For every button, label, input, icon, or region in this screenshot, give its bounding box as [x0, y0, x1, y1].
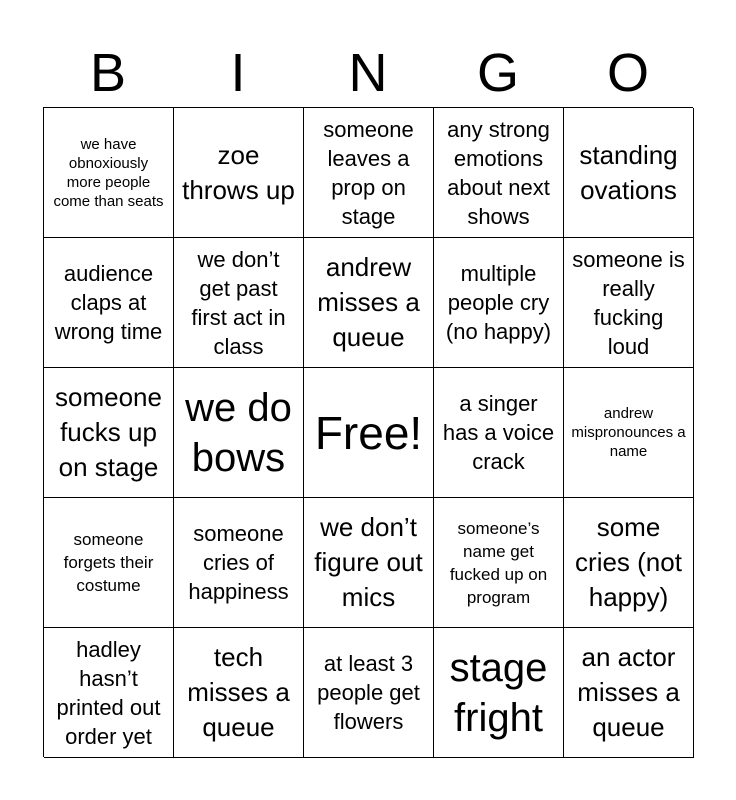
header-letter-g: G	[476, 43, 519, 103]
cell-text: tech misses a queue	[187, 642, 290, 742]
cell-text: we don’t get past first act in class	[191, 246, 286, 359]
bingo-cell[interactable]	[564, 108, 694, 238]
cell-text: a singer has a voice crack	[442, 391, 555, 474]
cell-text: someone fucks up on stage	[55, 382, 162, 482]
cell-text: some cries (not happy)	[575, 512, 682, 612]
cell-text: someone forgets their costume	[63, 530, 154, 595]
cell-text: we have obnoxiously more people come than seats	[53, 135, 164, 210]
cell-text: zoe throws up	[182, 139, 295, 205]
bingo-cell[interactable]	[44, 108, 174, 238]
cell-text: hadley hasn’t printed out order yet	[56, 636, 161, 749]
header-letter-n: N	[348, 43, 388, 103]
cell-text: stage fright	[449, 645, 548, 740]
bingo-cell[interactable]	[174, 238, 304, 368]
bingo-cell[interactable]	[304, 108, 434, 238]
cell-text: at least 3 people get flowers	[317, 651, 420, 734]
free-space-text: Free!	[314, 406, 423, 459]
bingo-cell[interactable]	[564, 628, 694, 758]
bingo-cell[interactable]	[304, 238, 434, 368]
bingo-cell[interactable]	[564, 498, 694, 628]
cell-text: audience claps at wrong time	[54, 261, 163, 344]
cell-text: standing ovations	[579, 139, 678, 205]
bingo-cell[interactable]	[434, 108, 564, 238]
bingo-cell[interactable]	[304, 498, 434, 628]
cell-text: someone leaves a prop on stage	[323, 116, 414, 229]
bingo-cell[interactable]	[174, 628, 304, 758]
bingo-grid	[43, 107, 693, 757]
cell-text: andrew mispronounces a name	[571, 405, 686, 460]
header-letter-b: B	[89, 43, 127, 103]
cell-text: we don’t figure out mics	[314, 512, 423, 612]
bingo-cell[interactable]	[44, 628, 174, 758]
free-space-cell[interactable]	[304, 368, 434, 498]
cell-text: someone cries of happiness	[188, 521, 289, 604]
bingo-cell[interactable]	[44, 368, 174, 498]
header-letter-i: I	[230, 43, 246, 103]
cell-text: we do bows	[185, 385, 292, 480]
bingo-cell[interactable]	[434, 628, 564, 758]
cell-text: any strong emotions about next shows	[447, 116, 550, 229]
bingo-header	[43, 40, 693, 106]
bingo-cell[interactable]	[564, 238, 694, 368]
cell-text: an actor misses a queue	[577, 642, 680, 742]
bingo-cell[interactable]	[434, 368, 564, 498]
cell-text: multiple people cry (no happy)	[445, 261, 552, 344]
header-letter-o: O	[606, 43, 649, 103]
cell-text: someone’s name get fucked up on program	[449, 518, 548, 607]
bingo-cell[interactable]	[434, 498, 564, 628]
bingo-cell[interactable]	[174, 368, 304, 498]
bingo-cell[interactable]	[174, 108, 304, 238]
cell-text: andrew misses a queue	[317, 252, 420, 352]
bingo-cell[interactable]	[564, 368, 694, 498]
bingo-cell[interactable]	[434, 238, 564, 368]
bingo-cell[interactable]	[174, 498, 304, 628]
bingo-cell[interactable]	[44, 498, 174, 628]
cell-text: someone is really fucking loud	[572, 246, 685, 359]
bingo-cell[interactable]	[44, 238, 174, 368]
bingo-cell[interactable]	[304, 628, 434, 758]
